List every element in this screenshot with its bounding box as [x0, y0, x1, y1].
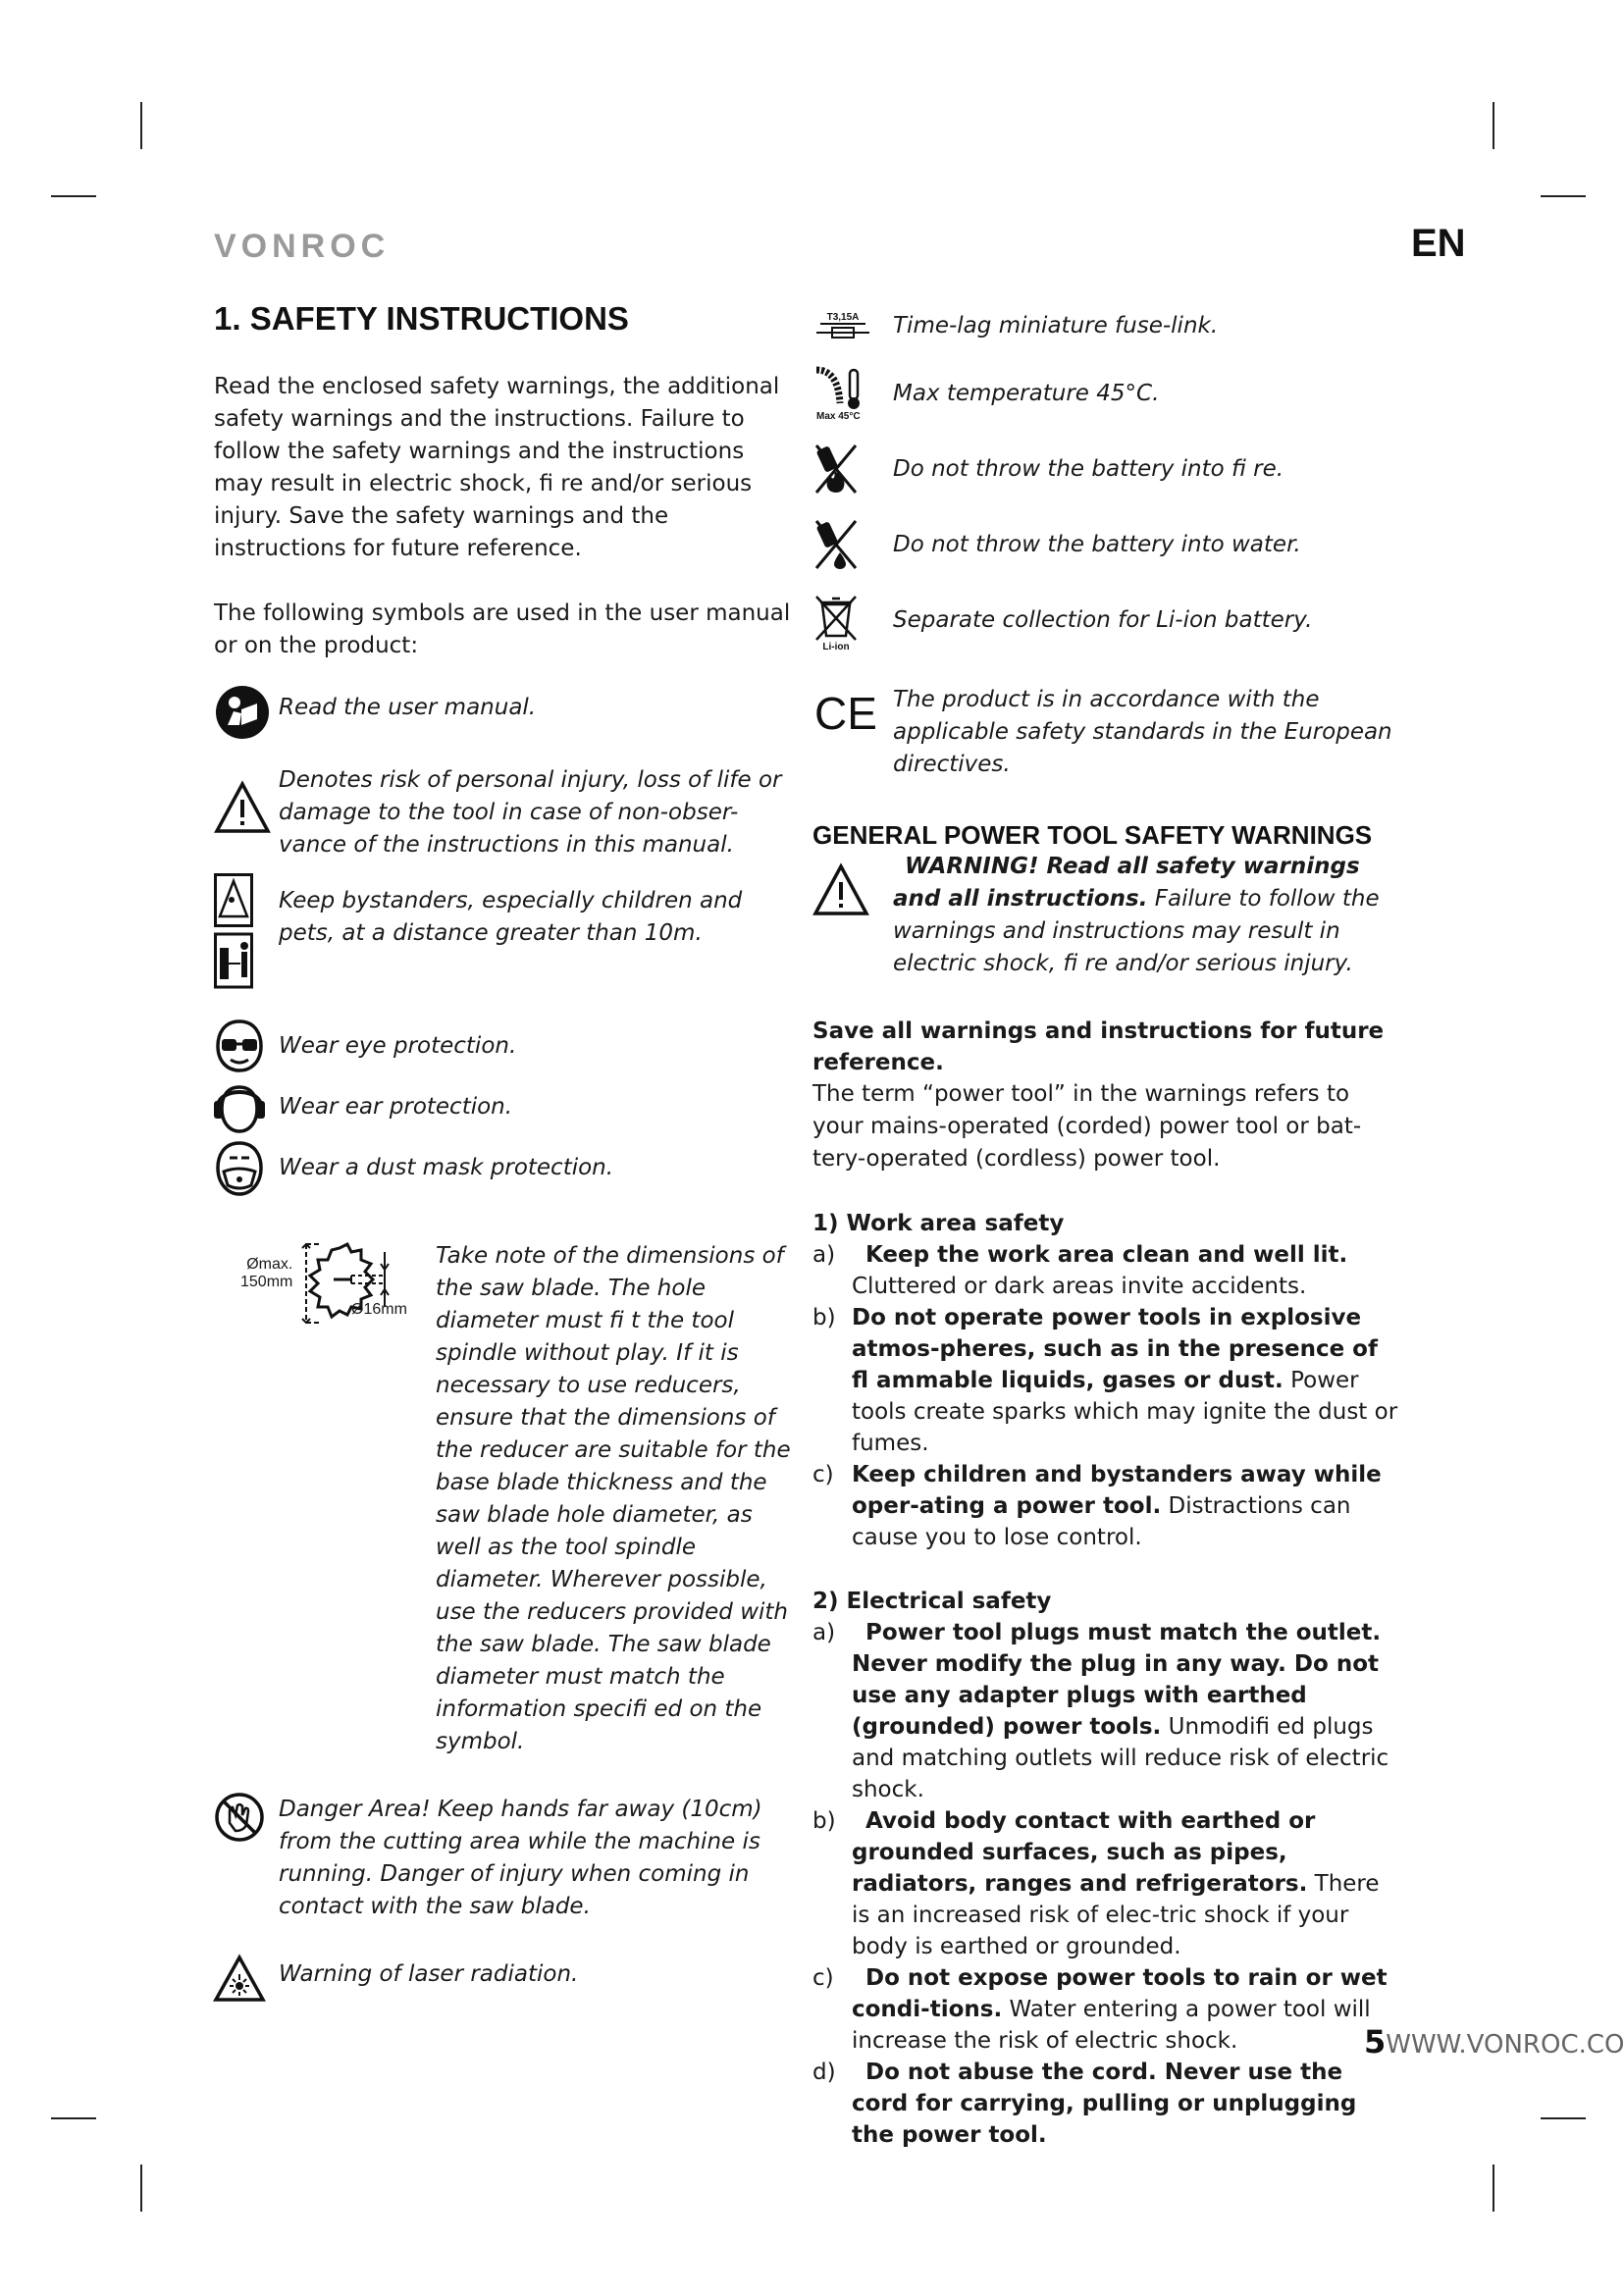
blade-symbol-row [214, 1240, 793, 1758]
symbol-row [812, 529, 1401, 572]
symbol-text: The product is in accordance with the applicable safety standards in the European directives. [893, 687, 1392, 777]
list-item: a) Power tool plugs must match the outlet. Never modify the plug in any way. Do not use any adapter plugs with earthed (grounded) power tools. Unmodifi ed plugs and matching outlets will reduce risk of electric shock. [812, 1620, 1389, 1802]
no-fire-icon [812, 453, 893, 496]
danger-area-text: Danger Area! Keep hands far away (10cm) from the cutting area while the machine is running. Danger of injury when coming in contact with the saw blade. [279, 1797, 762, 1919]
symbol-row [214, 1140, 793, 1197]
symbol-row [214, 1018, 793, 1073]
right-column [812, 310, 1401, 2151]
list-item: a) Keep the work area clean and well lit. Cluttered or dark areas invite accidents. [812, 1242, 1348, 1299]
list-item: c) Keep children and bystanders away while oper-ating a power tool. Distractions can cause you to lose control. [812, 1462, 1382, 1550]
ce-mark-icon [812, 684, 893, 737]
symbol-text: Time-lag miniature fuse-link. [893, 313, 1219, 339]
dust-mask-icon [214, 1140, 279, 1197]
warning-triangle-icon [812, 851, 893, 919]
bystanders-distance-icon [214, 885, 279, 989]
save-warnings-heading: Save all warnings and instructions for future reference. [812, 1018, 1385, 1075]
no-hands-danger-icon [214, 1794, 279, 1843]
list-item: d) Do not abuse the cord. Never use the cord for carrying, pulling or unplugging the power tool. [812, 2060, 1357, 2148]
laser-warning-icon [214, 1958, 279, 2004]
language-code: EN [1411, 222, 1466, 265]
crop-mark [51, 195, 96, 197]
footer-url: WWW.VONROC.CO [1386, 2030, 1624, 2060]
blade-label-16: Ø16mm [351, 1301, 407, 1318]
laser-warning-text: Warning of laser radiation. [279, 1961, 579, 1987]
symbol-row [812, 378, 1401, 421]
symbol-text: Denotes risk of personal injury, loss of life or damage to the tool in case of non-obser-vance of the instructions in this manual. [279, 767, 782, 858]
symbol-row [812, 310, 1401, 345]
page-footer [1364, 2023, 1624, 2060]
warning-bold: WARNING! Read all safety warnings and all instructions. [893, 854, 1360, 912]
ear-protection-icon [214, 1079, 279, 1134]
left-column [214, 300, 793, 2004]
symbol-text: Separate collection for Li-ion battery. [893, 607, 1313, 633]
crop-mark [140, 102, 142, 149]
read-manual-icon [214, 684, 279, 741]
crop-mark [1493, 2165, 1494, 2212]
page-title: 1. SAFETY INSTRUCTIONS [214, 300, 629, 337]
list-item: c) Do not expose power tools to rain or wet condi-tions. Water entering a power tool will increase the risk of electric shock. [812, 1965, 1388, 2054]
symbol-row [214, 1079, 793, 1134]
symbol-row [214, 885, 793, 989]
page-number: 5 [1364, 2023, 1387, 2060]
crop-mark [140, 2165, 142, 2212]
thermometer-icon [812, 378, 893, 421]
thermometer-label: Max 45°C [816, 411, 861, 422]
crop-mark [1541, 2117, 1586, 2119]
fuse-icon [812, 310, 893, 345]
symbol-text: Wear a dust mask protection. [279, 1155, 614, 1180]
saw-blade-dimension-icon [214, 1240, 442, 1329]
brand-logo: VONROC [214, 228, 391, 265]
blade-symbol-text: Take note of the dimensions of the saw blade. The hole diameter must fi t the tool spindle without play. If it is necessary to use reducers, ensure that the dimensions of the reducer are suitable for the base blade thickness and the saw blade hole diameter, as well as the tool spindle diameter. Wherever possible, use the reducers provided with the saw blade. The saw blade diameter must match the information specifi ed on the symbol. [436, 1243, 791, 1754]
eye-protection-icon [214, 1018, 279, 1073]
crop-mark [1493, 102, 1494, 149]
symbol-row [812, 604, 1401, 652]
symbol-row [812, 453, 1401, 496]
symbol-row [214, 1958, 793, 2004]
list-item: b) Avoid body contact with earthed or grounded surfaces, such as pipes, radiators, ranges and refrigerators. There is an increased risk of elec-tric shock if your body is earthed or grounded. [812, 1808, 1380, 1959]
electrical-list [812, 1617, 1401, 2151]
symbols-intro: The following symbols are used in the user manual or on the product: [214, 600, 791, 658]
intro-paragraph: Read the enclosed safety warnings, the additional safety warnings and the instructions. Failure to follow the safety warnings and the instructions may result in electric shock, fi re and/or serious injury. Save the safety warnings and the instructions for future reference. [214, 374, 780, 561]
symbol-text: Keep bystanders, especially children and pets, at a distance greater than 10m. [279, 888, 743, 946]
warning-rest: Failure to follow the warnings and instructions may result in electric shock, fi re and/or serious injury. [893, 886, 1380, 976]
symbol-row [214, 684, 793, 741]
symbol-text: Read the user manual. [279, 695, 537, 720]
list-item: b) Do not operate power tools in explosive atmos-pheres, such as in the presence of fl ammable liquids, gases or dust. Power tools create sparks which may ignite the dust or fumes. [812, 1305, 1398, 1456]
crop-mark [51, 2117, 96, 2119]
symbol-text: Max temperature 45°C. [893, 381, 1160, 406]
warning-triangle-icon [214, 764, 279, 837]
symbol-row [812, 684, 1401, 781]
warning-block [812, 851, 1401, 980]
work-area-list [812, 1239, 1401, 1553]
bin-li-ion-icon [812, 604, 893, 652]
symbol-row [214, 1794, 793, 1923]
fuse-label: T3,15A [826, 312, 860, 323]
symbol-text: Do not throw the battery into fi re. [893, 456, 1284, 482]
blade-label-150: 150mm [240, 1274, 293, 1290]
blade-label-max: Ømax. [246, 1256, 293, 1273]
ce-label: CE [814, 688, 877, 739]
general-warnings-title: GENERAL POWER TOOL SAFETY WARNINGS [812, 820, 1373, 850]
li-ion-label: Li-ion [822, 642, 850, 652]
symbol-text: Wear ear protection. [279, 1094, 513, 1120]
symbol-text: Wear eye protection. [279, 1033, 517, 1059]
symbol-row [214, 764, 793, 861]
crop-mark [1541, 195, 1586, 197]
section-work-area-title: 1) Work area safety [812, 1211, 1065, 1236]
section-electrical-title: 2) Electrical safety [812, 1589, 1052, 1614]
symbol-text: Do not throw the battery into water. [893, 532, 1301, 557]
power-tool-term-text: The term “power tool” in the warnings refers to your mains-operated (corded) power tool or bat-tery-operated (cordless) power tool. [812, 1081, 1362, 1172]
no-water-icon [812, 529, 893, 572]
